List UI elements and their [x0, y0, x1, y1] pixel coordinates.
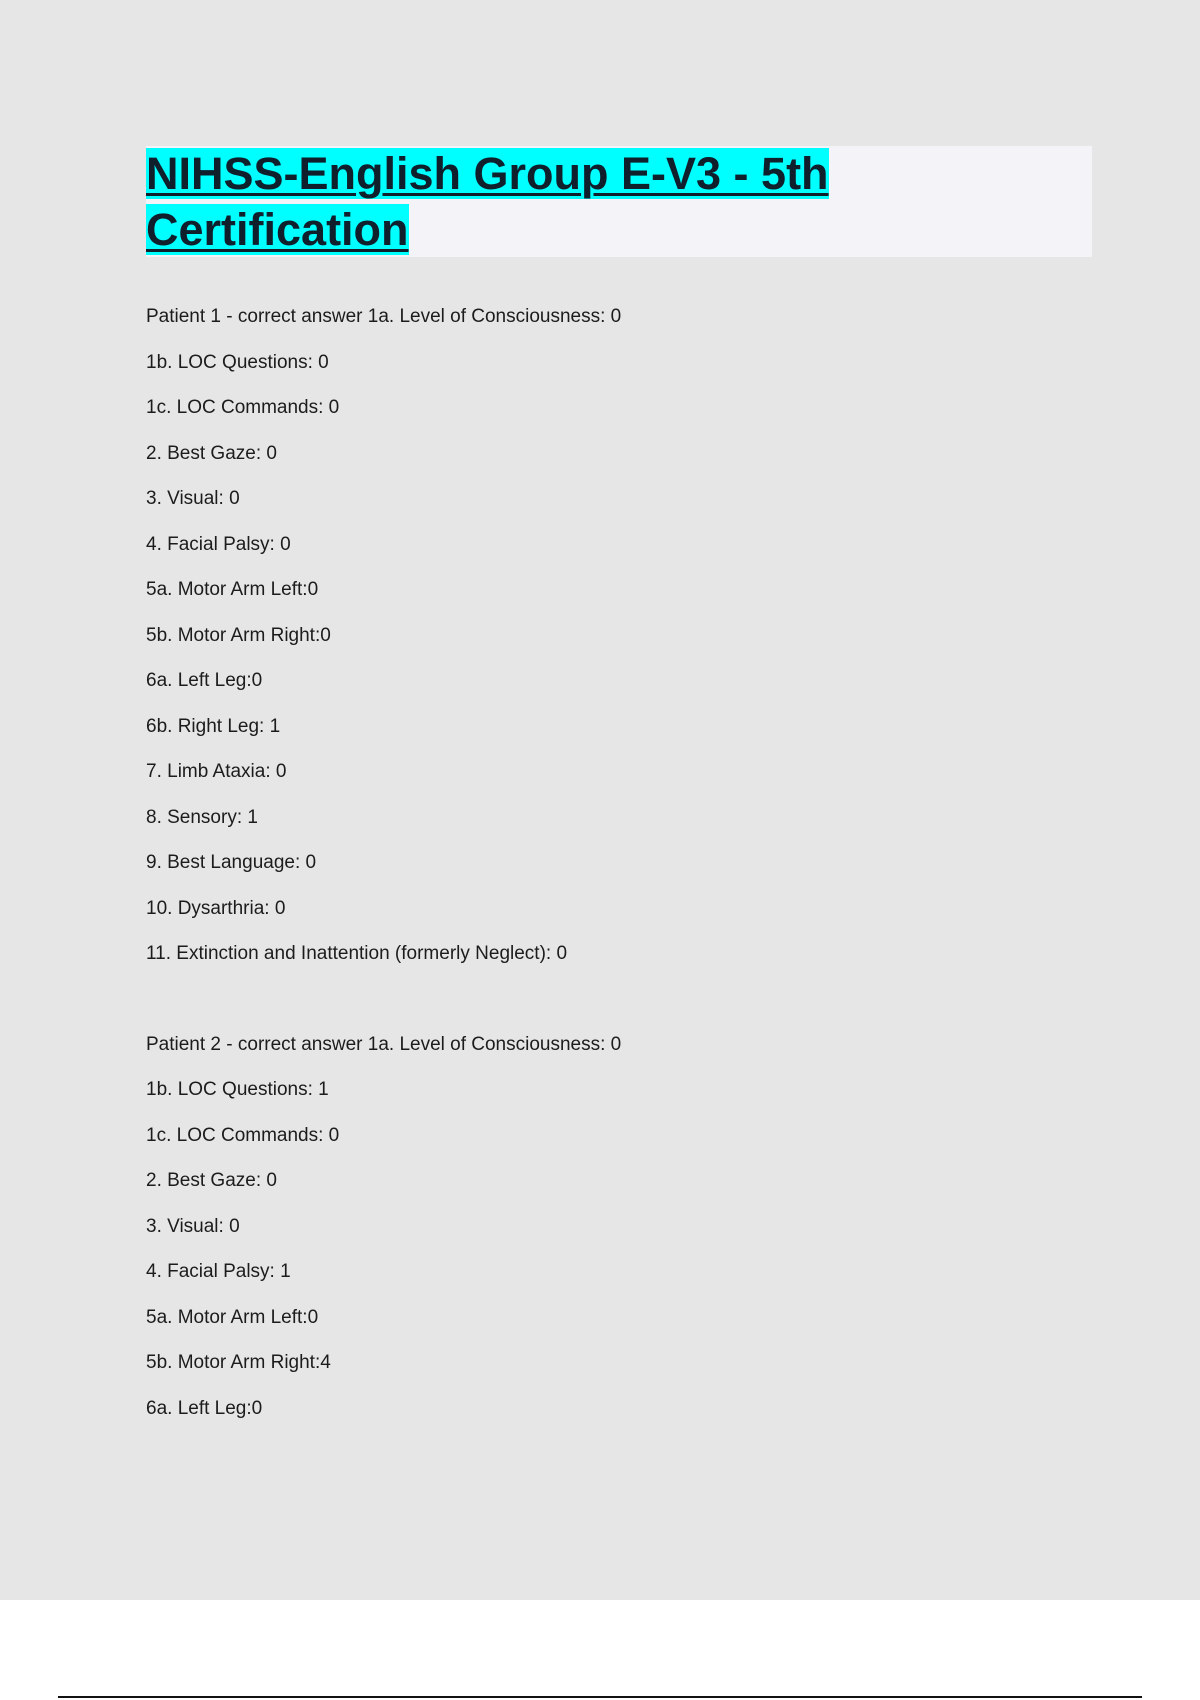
- patient-1-line: 11. Extinction and Inattention (formerly Neglect): 0: [146, 943, 568, 964]
- patient-2-line: 1b. LOC Questions: 1: [146, 1079, 329, 1100]
- patient-2-line: 4. Facial Palsy: 1: [146, 1261, 291, 1282]
- title-block: [146, 146, 1092, 257]
- patient-1-line: 10. Dysarthria: 0: [146, 897, 286, 919]
- patient-1-line: 9. Best Language: 0: [146, 852, 317, 873]
- patient-1-line: 5b. Motor Arm Right:0: [146, 624, 331, 646]
- patient-2-line: 5b. Motor Arm Right:4: [146, 1352, 331, 1373]
- footer-rule: [58, 1696, 1142, 1698]
- patient-1-line: 7. Limb Ataxia: 0: [146, 761, 287, 782]
- patient-1-line: 3. Visual: 0: [146, 488, 240, 509]
- patient-1-line: Patient 1 - correct answer 1a. Level of Consciousness: 0: [146, 306, 622, 327]
- title-line-2: Certification: [146, 204, 409, 255]
- patient-2-line: Patient 2 - correct answer 1a. Level of Consciousness: 0: [146, 1033, 622, 1055]
- patient-2-line: 5a. Motor Arm Left:0: [146, 1306, 319, 1328]
- patient-2-line: 1c. LOC Commands: 0: [146, 1124, 340, 1146]
- patient-1-line: 5a. Motor Arm Left:0: [146, 579, 319, 600]
- patient-2-line: 3. Visual: 0: [146, 1215, 240, 1237]
- patient-2-line: 6a. Left Leg:0: [146, 1397, 263, 1419]
- document-title: [146, 146, 1092, 258]
- patient-2-section: [146, 1028, 1106, 1438]
- patient-1-section: [146, 300, 1106, 983]
- patient-1-line: 1b. LOC Questions: 0: [146, 351, 329, 373]
- patient-2-line: 2. Best Gaze: 0: [146, 1170, 277, 1191]
- document-content: [146, 300, 1106, 1437]
- section-gap: [146, 983, 1106, 1028]
- patient-1-line: 4. Facial Palsy: 0: [146, 533, 291, 555]
- title-line-1: NIHSS-English Group E-V3 - 5th: [146, 148, 829, 199]
- patient-1-line: 2. Best Gaze: 0: [146, 442, 277, 464]
- patient-1-line: 6a. Left Leg:0: [146, 670, 263, 691]
- patient-1-line: 8. Sensory: 1: [146, 806, 258, 828]
- patient-1-line: 6b. Right Leg: 1: [146, 715, 281, 737]
- patient-1-line: 1c. LOC Commands: 0: [146, 397, 340, 418]
